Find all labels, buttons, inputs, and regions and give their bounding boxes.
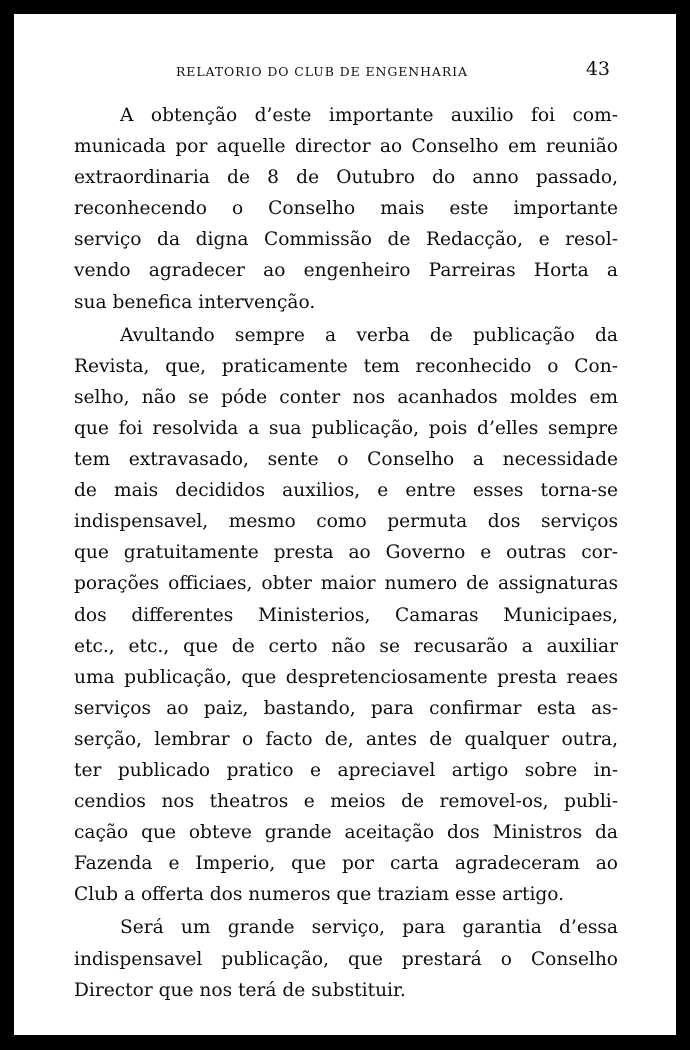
text-line: etc., etc., que de certo não se recusarão a auxiliar	[74, 635, 618, 657]
text-line: serviço da digna Commissão de Redacção, e resol-	[74, 229, 618, 251]
text-line: tem extravasado, sente o Conselho a necessidade	[74, 449, 618, 471]
text-line: Club a offerta dos numeros que traziam esse artigo.	[74, 884, 565, 906]
text-line: sua benefica intervenção.	[74, 291, 316, 313]
running-title: RELATORIO DO CLUB DE ENGENHARIA	[176, 64, 468, 79]
text-line: que foi resolvida a sua publicação, pois d’elles sempre	[74, 417, 618, 439]
text-line: ter publicado pratico e apreciavel artigo sobre in-	[74, 759, 618, 781]
text-line: porações officiaes, obter maior numero de assignaturas	[74, 573, 618, 595]
text-line: uma publicação, que despretenciosamente presta reaes	[74, 666, 618, 688]
body-text	[74, 100, 618, 1008]
text-line: reconhecendo o Conselho mais este importante	[74, 198, 618, 220]
text-line: de mais decididos auxilios, e entre esses torna-se	[74, 480, 618, 502]
text-line: Avultando sempre a verba de publicação da	[120, 324, 618, 346]
text-line: A obtenção d’este importante auxilio foi com-	[120, 105, 618, 126]
text-line: indispensavel, mesmo como permuta dos serviços	[74, 511, 618, 533]
text-line: Fazenda e Imperio, que por carta agradeceram ao	[74, 853, 618, 875]
text-line: Revista, que, praticamente tem reconhecido o Con-	[74, 355, 618, 377]
text-line: serção, lembrar o facto de, antes de qualquer outra,	[74, 728, 618, 750]
text-line: municada por aquelle director ao Conselho em reunião	[74, 136, 618, 158]
text-line: cação que obteve grande aceitação dos Ministros da	[74, 822, 618, 844]
text-line: dos differentes Ministerios, Camaras Municipaes,	[74, 604, 618, 626]
text-line: cendios nos theatros e meios de removel-os, publi-	[74, 791, 618, 813]
paragraph	[74, 320, 618, 911]
text-line: serviços ao paiz, bastando, para confirmar esta as-	[74, 697, 618, 719]
text-line: vendo agradecer ao engenheiro Parreiras Horta a	[74, 260, 618, 282]
page-number: 43	[585, 58, 610, 80]
text-line: que gratuitamente presta ao Governo e outras cor-	[74, 542, 618, 564]
text-line: extraordinaria de 8 de Outubro do anno passado,	[74, 167, 618, 189]
text-line: indispensavel publicação, que prestará o Conselho	[74, 948, 618, 970]
book-page	[14, 14, 676, 1035]
text-line: selho, não se póde conter nos acanhados moldes em	[74, 386, 618, 408]
text-line: Será um grande serviço, para garantia d’essa	[120, 917, 618, 939]
paragraph	[74, 100, 618, 318]
paragraph	[74, 912, 618, 1005]
page-header	[14, 58, 676, 86]
text-line: Director que nos terá de substituir.	[74, 979, 406, 1001]
